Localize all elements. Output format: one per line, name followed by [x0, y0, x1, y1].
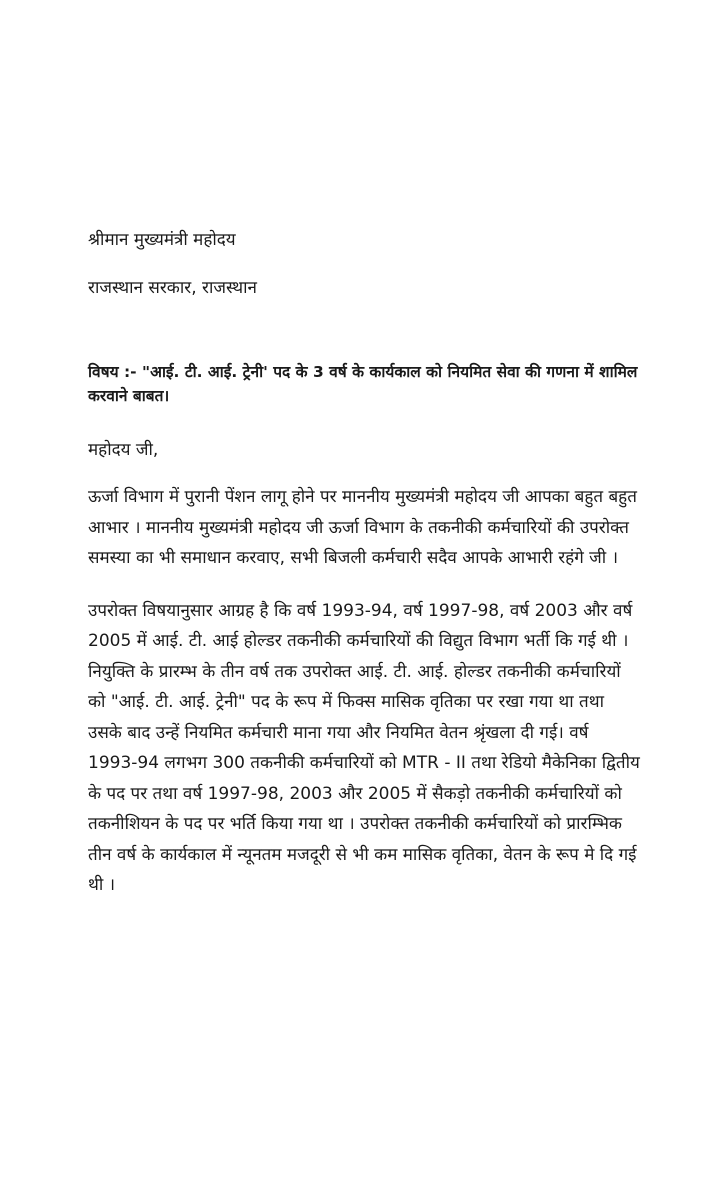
addressee-title: श्रीमान मुख्यमंत्री महोदय — [88, 230, 236, 250]
addressee-government: राजस्थान सरकार, राजस्थान — [88, 278, 257, 298]
letter-subject: विषय :- "आई. टी. आई. ट्रेनी' पद के 3 वर्ष के कार्यकाल को नियमित सेवा की गणना में शामिल करवाने बाबत। — [88, 363, 638, 405]
paragraph-request-details: उपरोक्त विषयानुसार आग्रह है कि वर्ष 1993-94, वर्ष 1997-98, वर्ष 2003 और वर्ष 2005 में आई. टी. आई होल्डर तकनीकी कर्मचारियों की विद्युत विभाग भर्ती कि गई थी । नियुक्ति के प्रारम्भ के तीन वर्ष तक उपरोक्त आई. टी. आई. होल्डर तकनीकी कर्मचारियों को "आई. टी. आई. ट्रेनी" पद के रूप में फिक्स मासिक वृतिका पर रखा गया था तथा उसके बाद उन्हें नियमित कर्मचारी माना गया और नियमित वेतन श्रृंखला दी गई। वर्ष 1993-94 लगभग 300 तकनीकी कर्मचारियों को MTR - II तथा रेडियो मैकेनिका द्वितीय के पद पर तथा वर्ष 1997-98, 2003 और 2005 में सैकड़ो तकनीकी कर्मचारियों को तकनीशियन के पद पर भर्ति किया गया था । उपरोक्त तकनीकी कर्मचारियों को प्रारम्भिक तीन वर्ष के कार्यकाल में न्यूनतम मजदूरी से भी कम मासिक वृतिका, वेतन के रूप मे दि गई थी । — [88, 600, 640, 895]
salutation: महोदय जी, — [88, 440, 159, 460]
paragraph-gratitude: ऊर्जा विभाग में पुरानी पेंशन लागू होने पर माननीय मुख्यमंत्री महोदय जी आपका बहुत बहुत आभार । माननीय मुख्यमंत्री महोदय जी ऊर्जा विभाग के तकनीकी कर्मचारियों की उपरोक्त समस्या का भी समाधान करवाए, सभी बिजली कर्मचारी सदैव आपके आभारी रहंगे जी । — [88, 487, 637, 568]
